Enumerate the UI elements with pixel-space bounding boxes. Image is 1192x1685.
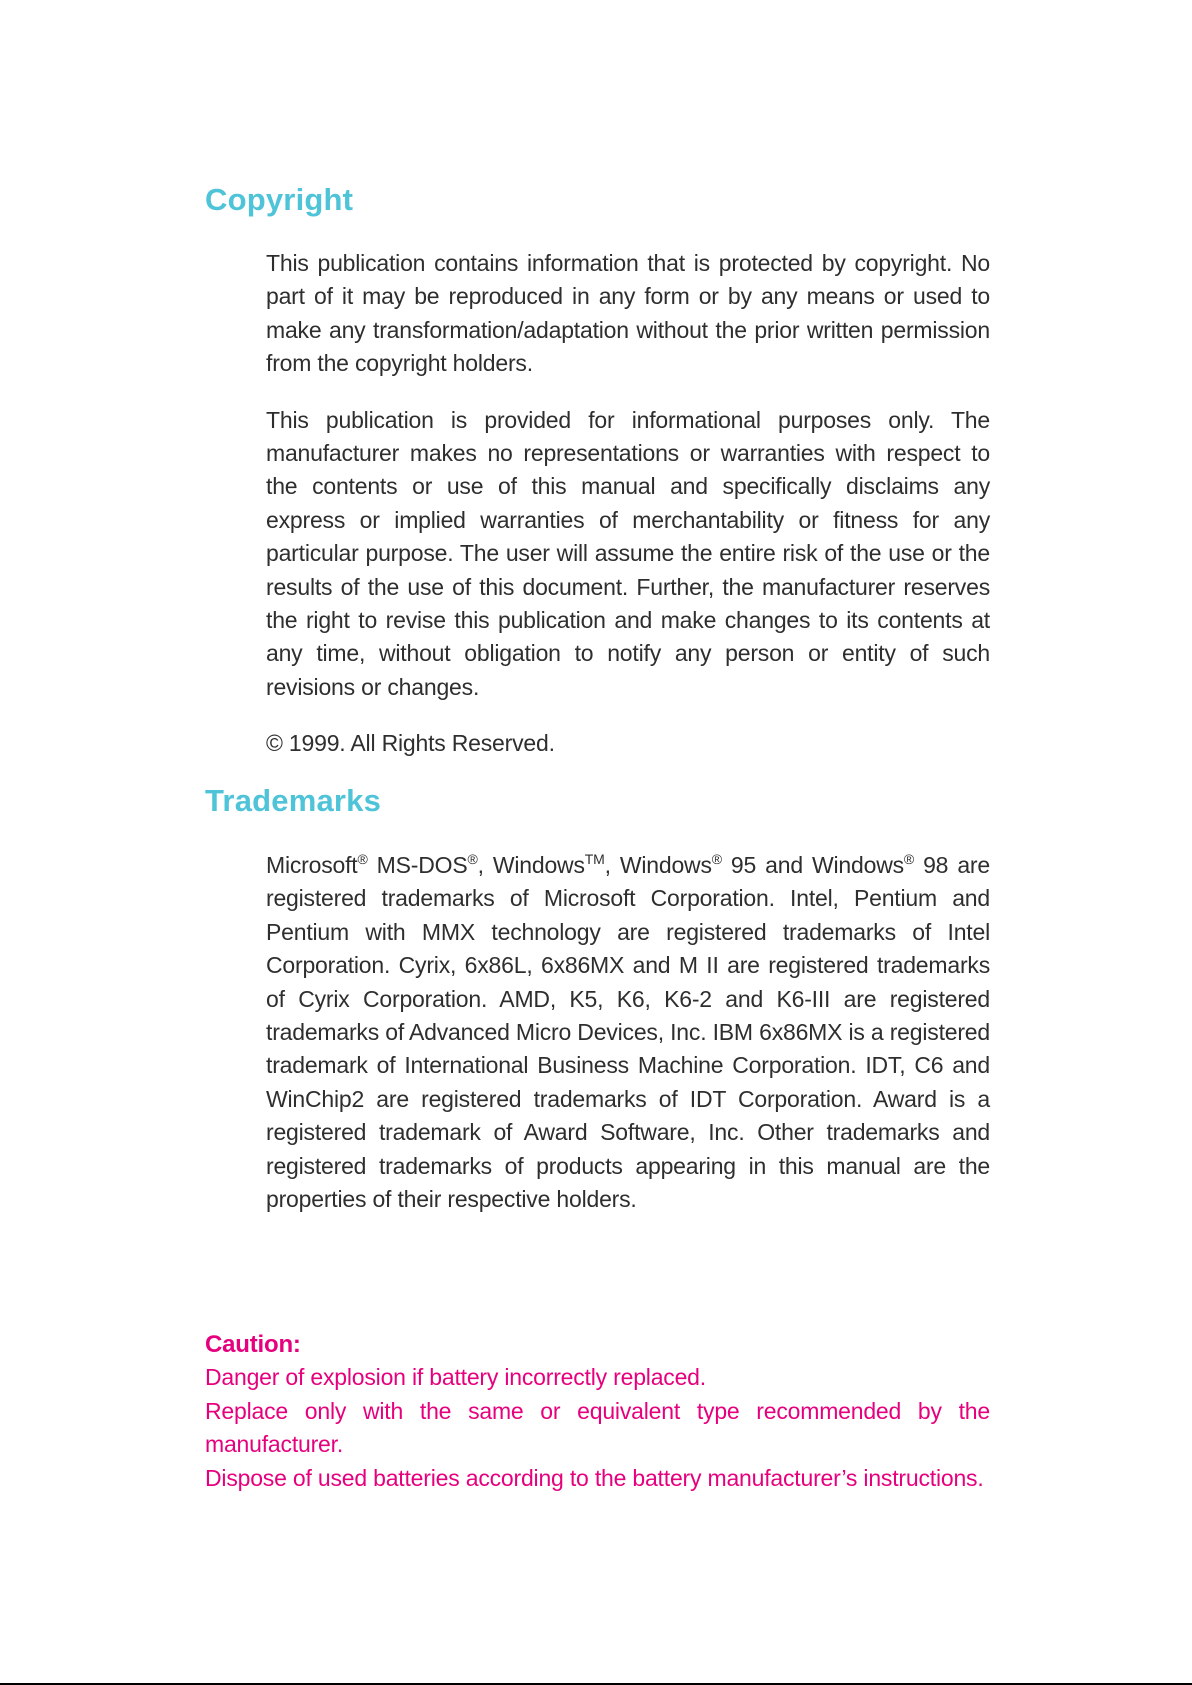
caution-section (205, 1328, 990, 1495)
trademark-windows: , Windows (477, 852, 585, 878)
caution-line-2: Replace only with the same or equivalent type recommended by the manufacturer. (205, 1397, 990, 1458)
trademark-windows98-suffix: 98 (914, 852, 949, 878)
copyright-paragraph-2: This publication is provided for informational purposes only. The manufacturer makes no representations or warranties with respect to the contents or use of this manual and specifically disclaims any express or implied warranties of merchantability or fitness for any particular purpose. The user will assume the entire risk of the use or the results of the use of this document. Further, the manufacturer reserves the right to revise this publication and make changes to its contents at any time, without obligation to notify any person or entity of such revisions or changes. (266, 406, 990, 700)
copyright-notice: © 1999. All Rights Reserved. (266, 730, 555, 757)
trademarks-heading: Trademarks (205, 783, 382, 818)
trademarks-section (266, 849, 990, 1216)
caution-line-1: Danger of explosion if battery incorrectly replaced. (205, 1364, 706, 1391)
registered-mark: ® (903, 851, 915, 867)
trademark-mark: TM (584, 851, 605, 867)
copyright-heading: Copyright (205, 182, 354, 217)
copyright-paragraph-1: This publication contains information that is protected by copyright. No part of it may be reproduced in any form or by any means or used to make any transformation/adaptation without the prior written permission from the copyright holders. (266, 250, 990, 377)
trademarks-body: are registered trademarks of Microsoft Corporation. Intel, Pentium and Pentium with MMX technology are registered trademarks of Intel Corporation. Cyrix, 6x86L, 6x86MX and M II are registered trademarks of Cyrix Corporation. AMD, K5, K6, K6-2 and K6-III are registered trademarks of Advanced Micro Devices, Inc. IBM 6x86MX is a registered trademark of International Business Machine Corporation. IDT, C6 and WinChip2 are registered trademarks of IDT Corporation. Award is a registered trademark of Award Software, Inc. Other trademarks and registered trademarks of products appearing in this manual are the properties of their respective holders. (266, 852, 990, 1213)
trademark-windows95: , Windows (604, 852, 712, 878)
trademark-microsoft: Microsoft (266, 852, 358, 878)
trademarks-paragraph (266, 849, 990, 1216)
caution-line-3: Dispose of used batteries according to the battery manufacturer’s instructions. (205, 1464, 984, 1491)
caution-title: Caution: (205, 1331, 301, 1358)
copyright-section (266, 247, 990, 761)
registered-mark: ® (467, 851, 478, 867)
registered-mark: ® (357, 851, 368, 867)
trademark-msdos: MS-DOS (367, 852, 468, 878)
registered-mark: ® (711, 851, 722, 867)
trademark-windows95-suffix: 95 and Windows (721, 852, 904, 878)
